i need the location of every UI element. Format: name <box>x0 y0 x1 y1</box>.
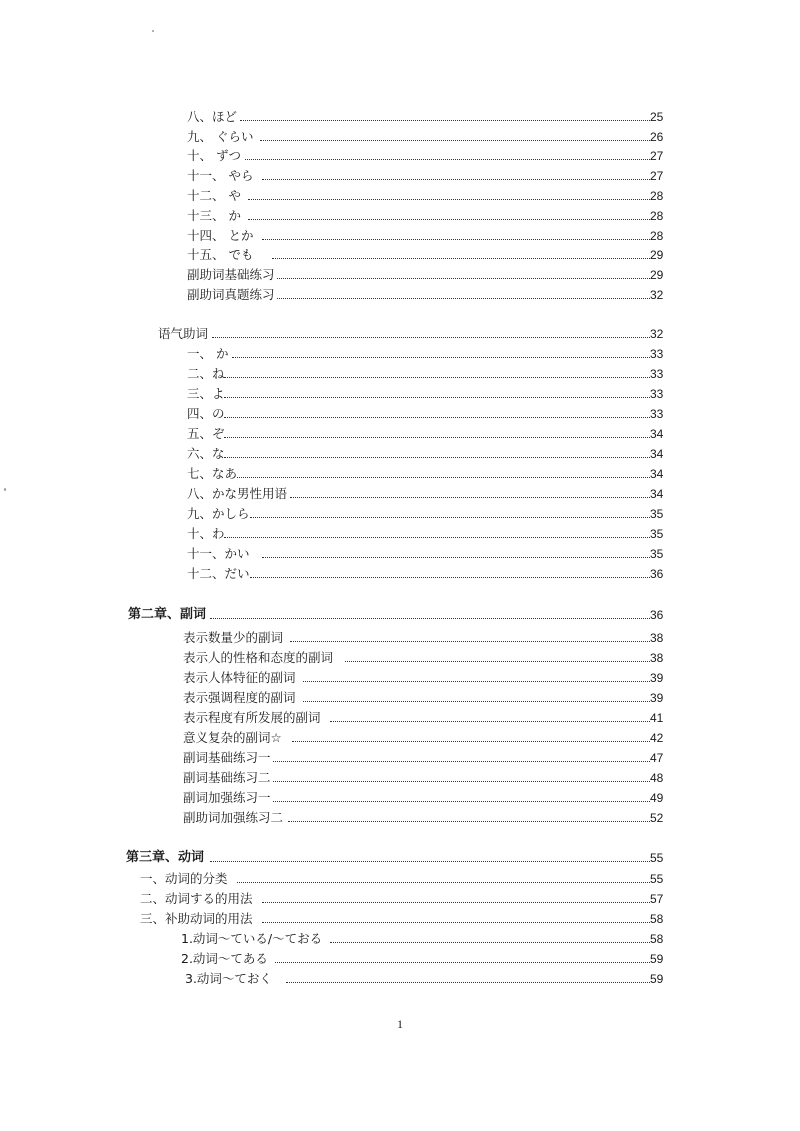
toc-entry <box>0 324 800 344</box>
toc-entry-title: 表示程度有所发展的副词 <box>183 708 323 728</box>
toc-entry-page: 57 <box>650 892 664 906</box>
toc-entry-title: 副词基础练习二 <box>183 768 273 788</box>
toc-entry-title: 三、よ <box>187 384 227 404</box>
dot-leader <box>262 239 650 240</box>
toc-entry-title: 十一、 やら <box>187 166 255 186</box>
dot-leader <box>237 477 650 478</box>
toc-entry <box>0 464 800 484</box>
toc-entry-page: 55 <box>650 851 664 865</box>
dot-leader <box>330 721 650 722</box>
toc-entry <box>0 728 800 748</box>
dot-leader <box>272 258 650 259</box>
dot-leader <box>210 618 650 619</box>
toc-entry-title: 3.动词～ておく <box>185 969 274 989</box>
toc-entry-page: 58 <box>650 912 664 926</box>
toc-entry-page: 34 <box>650 487 664 501</box>
toc-entry-title: 2.动词～てある <box>181 949 270 969</box>
dot-leader <box>277 278 650 279</box>
toc-entry <box>0 206 800 226</box>
toc-entry <box>0 768 800 788</box>
toc-entry-page: 29 <box>650 248 664 262</box>
page-number: 1 <box>397 1017 403 1031</box>
dot-leader <box>273 761 650 762</box>
toc-entry-page: 59 <box>650 972 664 986</box>
dot-leader <box>224 437 650 438</box>
toc-entry <box>0 444 800 464</box>
toc-entry-title: 二、动词する的用法 <box>140 889 255 909</box>
toc-entry <box>0 404 800 424</box>
toc-entry <box>0 969 800 989</box>
dot-leader <box>237 882 650 883</box>
toc-entry-page: 36 <box>650 608 664 622</box>
dot-leader <box>224 397 650 398</box>
toc-entry <box>0 504 800 524</box>
toc-entry-page: 33 <box>650 407 664 421</box>
toc-entry-page: 34 <box>650 447 664 461</box>
toc-entry-title: 七、なあ <box>187 464 239 484</box>
toc-entry-page: 29 <box>650 268 664 282</box>
toc-entry <box>0 245 800 265</box>
toc-entry-title: 十五、 でも <box>187 245 255 265</box>
toc-entry <box>0 628 800 648</box>
dot-leader <box>262 922 650 923</box>
toc-entry-page: 32 <box>650 288 664 302</box>
dot-leader <box>245 159 650 160</box>
toc-entry <box>0 869 800 889</box>
dot-leader <box>232 357 650 358</box>
toc-entry-page: 38 <box>650 651 664 665</box>
dot-leader <box>303 681 650 682</box>
toc-entry-title: 九、かしら <box>187 504 252 524</box>
toc-entry-page: 39 <box>650 671 664 685</box>
toc-entry-title: 六、な <box>187 444 227 464</box>
toc-entry-title: 表示强调程度的副词 <box>183 688 298 708</box>
toc-entry-title: 八、ほど <box>187 107 239 127</box>
toc-entry <box>0 166 800 186</box>
toc-entry-page: 34 <box>650 427 664 441</box>
dot-leader <box>330 942 650 943</box>
toc-entry-title: 九、 ぐらい <box>187 127 255 147</box>
toc-entry <box>0 344 800 364</box>
toc-entry <box>0 127 800 147</box>
toc-entry-page: 47 <box>650 751 664 765</box>
toc-entry-page: 28 <box>650 209 664 223</box>
toc-entry-title: 十三、 か <box>187 206 243 226</box>
dot-leader <box>290 497 650 498</box>
toc-entry-title: 十二、だい <box>187 564 252 584</box>
dot-leader <box>248 199 650 200</box>
toc-entry-page: 26 <box>650 130 664 144</box>
toc-entry-page: 33 <box>650 387 664 401</box>
toc-entry <box>0 748 800 768</box>
toc-entry-title: 副词加强练习一 <box>183 788 273 808</box>
toc-entry-page: 38 <box>650 631 664 645</box>
toc-entry <box>0 186 800 206</box>
toc-entry <box>0 384 800 404</box>
toc-entry-title: 十四、 とか <box>187 226 255 246</box>
dot-leader <box>224 417 650 418</box>
toc-entry-title: 一、动词的分类 <box>140 869 230 889</box>
toc-entry <box>0 424 800 444</box>
toc-entry-title: 1.动词～ている/～ておる <box>181 929 324 949</box>
toc-entry-page: 42 <box>650 731 664 745</box>
toc-entry-page: 49 <box>650 791 664 805</box>
toc-entry-page: 52 <box>650 811 664 825</box>
toc-entry-title: 十二、 や <box>187 186 243 206</box>
toc-entry-page: 36 <box>650 567 664 581</box>
dot-leader <box>250 517 650 518</box>
toc-entry <box>0 668 800 688</box>
toc-entry-title: 十一、かい <box>187 544 252 564</box>
dot-leader <box>275 962 650 963</box>
dot-leader <box>345 661 650 662</box>
toc-entry-title: 三、补助动词的用法 <box>140 909 255 929</box>
toc-entry-title: 五、ぞ <box>187 424 227 444</box>
toc-entry-page: 34 <box>650 467 664 481</box>
toc-entry <box>0 808 800 828</box>
toc-entry-page: 35 <box>650 507 664 521</box>
dot-leader <box>277 298 650 299</box>
toc-entry-page: 28 <box>650 229 664 243</box>
toc-entry <box>0 524 800 544</box>
dot-leader <box>260 140 650 141</box>
toc-entry <box>0 564 800 584</box>
toc-entry-title: 意义复杂的副词☆ <box>183 728 284 748</box>
toc-entry-page: 41 <box>650 711 664 725</box>
toc-entry <box>0 949 800 969</box>
toc-entry-title: 语气助词 <box>158 324 210 344</box>
toc-entry <box>0 265 800 285</box>
toc-entry-page: 27 <box>650 149 664 163</box>
toc-entry-title: 一、 か <box>187 344 230 364</box>
toc-entry-page: 58 <box>650 932 664 946</box>
toc-entry <box>0 788 800 808</box>
toc-entry-page: 27 <box>650 169 664 183</box>
toc-entry <box>0 909 800 929</box>
scan-speck <box>152 30 154 32</box>
dot-leader <box>303 701 650 702</box>
toc-chapter <box>0 605 800 625</box>
toc-entry-page: 55 <box>650 872 664 886</box>
toc-entry <box>0 364 800 384</box>
toc-entry-title: 十、 ずつ <box>187 146 243 166</box>
toc-entry-title: 八、かな男性用语 <box>187 484 289 504</box>
toc-entry-title: 副词基础练习一 <box>183 748 273 768</box>
dot-leader <box>250 577 650 578</box>
dot-leader <box>273 801 650 802</box>
toc-entry-page: 35 <box>650 527 664 541</box>
toc-entry <box>0 688 800 708</box>
dot-leader <box>262 902 650 903</box>
toc-entry-title: 副助词加强练习二 <box>183 808 285 828</box>
dot-leader <box>224 457 650 458</box>
dot-leader <box>273 781 650 782</box>
toc-entry-page: 28 <box>650 189 664 203</box>
toc-entry-page: 59 <box>650 952 664 966</box>
toc-entry <box>0 544 800 564</box>
toc-entry-title: 十、わ <box>187 524 227 544</box>
toc-entry-title: 表示人的性格和态度的副词 <box>183 648 335 668</box>
dot-leader <box>240 120 650 121</box>
toc-entry <box>0 889 800 909</box>
toc-entry-title: 表示人体特征的副词 <box>183 668 298 688</box>
dot-leader <box>210 861 650 862</box>
toc-chapter-title: 第三章、动词 <box>126 848 206 868</box>
toc-entry <box>0 708 800 728</box>
toc-entry-title: 四、の <box>187 404 227 424</box>
toc-entry-page: 33 <box>650 347 664 361</box>
dot-leader <box>262 179 650 180</box>
toc-chapter <box>0 848 800 868</box>
dot-leader <box>248 219 650 220</box>
dot-leader <box>212 337 650 338</box>
toc-entry-page: 48 <box>650 771 664 785</box>
toc-entry-page: 25 <box>650 110 664 124</box>
dot-leader <box>290 641 650 642</box>
dot-leader <box>224 377 650 378</box>
dot-leader <box>292 741 650 742</box>
toc-entry-title: 表示数量少的副词 <box>183 628 285 648</box>
toc-entry <box>0 107 800 127</box>
toc-entry-title: 二、ね <box>187 364 227 384</box>
toc-entry <box>0 484 800 504</box>
toc-entry <box>0 226 800 246</box>
toc-entry <box>0 929 800 949</box>
dot-leader <box>224 537 650 538</box>
toc-entry-title: 副助词基础练习 <box>187 265 277 285</box>
dot-leader <box>288 821 650 822</box>
toc-entry-page: 35 <box>650 547 664 561</box>
dot-leader <box>262 557 650 558</box>
toc-entry <box>0 146 800 166</box>
toc-chapter-title: 第二章、副词 <box>128 605 208 625</box>
toc-entry <box>0 648 800 668</box>
scan-speck <box>4 488 6 491</box>
toc-entry <box>0 285 800 305</box>
toc-entry-page: 33 <box>650 367 664 381</box>
toc-entry-page: 39 <box>650 691 664 705</box>
toc-entry-title: 副助词真题练习 <box>187 285 277 305</box>
toc-entry-page: 32 <box>650 327 664 341</box>
dot-leader <box>286 982 650 983</box>
